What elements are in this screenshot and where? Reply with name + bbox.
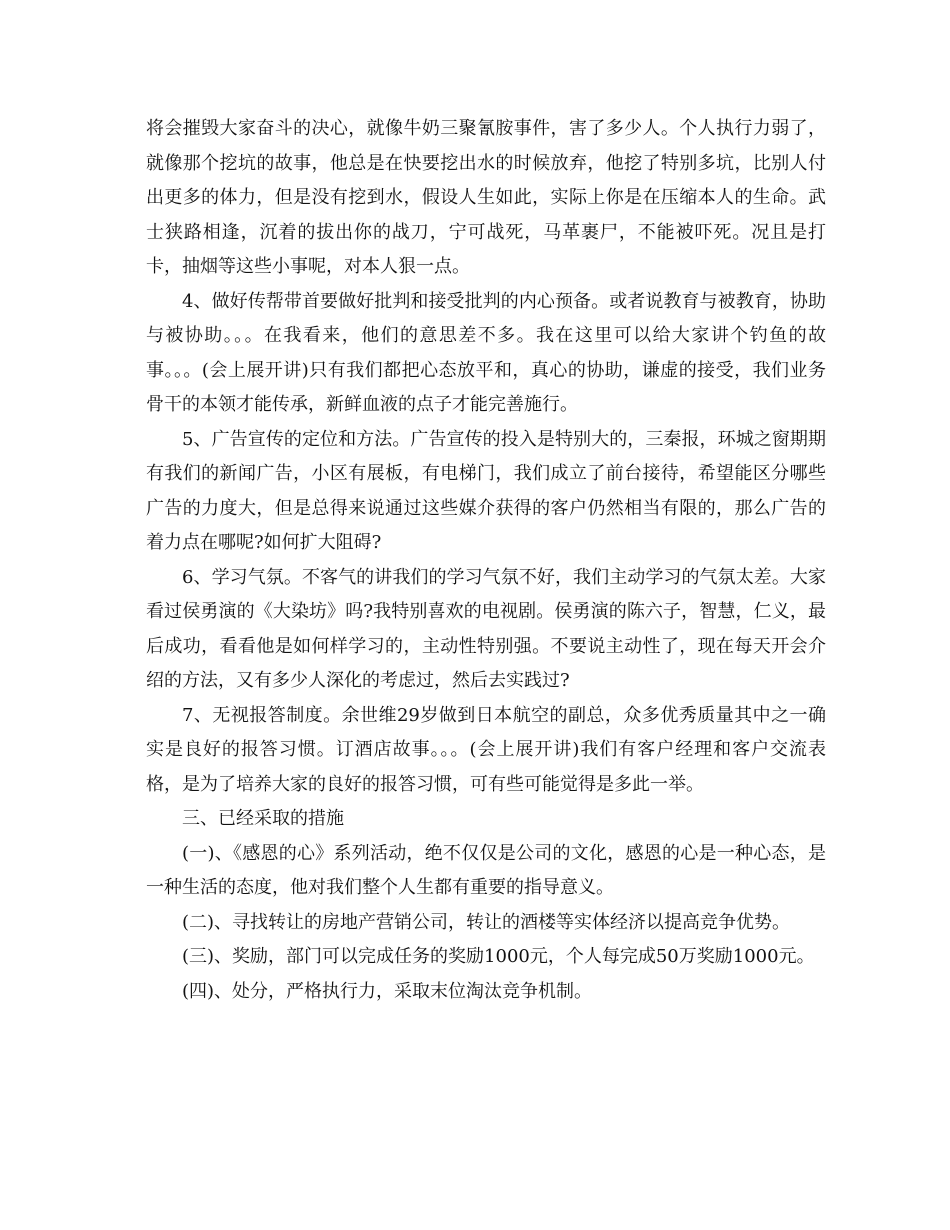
paragraph-item-5: 5、广告宣传的定位和方法。广告宣传的投入是特别大的，三秦报，环城之窗期期有我们的新闻广告，小区有展板，有电梯门，我们成立了前台接待，希望能区分哪些广告的力度大，但是总得来说通过这些媒介获得的客户仍然相当有限的，那么广告的着力点在哪呢?如何扩大阻碍? <box>146 428 826 553</box>
paragraph-item-4: 4、做好传帮带首要做好批判和接受批判的内心预备。或者说教育与被教育，协助与被协助。。。在我看来，他们的意思差不多。我在这里可以给大家讲个钓鱼的故事。。。(会上展开讲)只有我们都把心态放平和，真心的协助，谦虚的接受，我们业务骨干的本领才能传承，新鲜血液的点子才能完善施行。 <box>146 290 826 415</box>
paragraph-measure-3: (三)、奖励，部门可以完成任务的奖励1000元，个人每完成50万奖励1000元。 <box>182 946 815 967</box>
paragraph-measure-1: (一)、《感恩的心》系列活动，绝不仅仅是公司的文化，感恩的心是一种心态，是一种生活的态度，他对我们整个人生都有重要的指导意义。 <box>146 842 826 898</box>
section-heading-measures: 三、已经采取的措施 <box>182 808 344 829</box>
paragraph-item-6: 6、学习气氛。不客气的讲我们的学习气氛不好，我们主动学习的气氛太差。大家看过侯勇演的《大染坊》吗?我特别喜欢的电视剧。侯勇演的陈六子，智慧，仁义，最后成功，看看他是如何样学习的，主动性特别强。不要说主动性了，现在每天开会介绍的方法，又有多少人深化的考虑过，然后去实践过? <box>146 566 826 691</box>
paragraph-execution: 将会摧毁大家奋斗的决心，就像牛奶三聚氰胺事件，害了多少人。个人执行力弱了，就像那个挖坑的故事，他总是在快要挖出水的时候放弃，他挖了特别多坑，比别人付出更多的体力，但是没有挖到水，假设人生如此，实际上你是在压缩本人的生命。武士狭路相逢，沉着的拔出你的战刀，宁可战死，马革裹尸，不能被吓死。况且是打卡，抽烟等这些小事呢，对本人狠一点。 <box>146 118 826 277</box>
paragraph-measure-4: (四)、处分，严格执行力，采取末位淘汰竞争机制。 <box>182 980 593 1002</box>
document-page <box>146 112 826 1009</box>
paragraph-item-7: 7、无视报答制度。余世维29岁做到日本航空的副总，众多优秀质量其中之一确实是良好的报答习惯。订酒店故事。。。(会上展开讲)我们有客户经理和客户交流表格，是为了培养大家的良好的报答习惯，可有些可能觉得是多此一举。 <box>146 704 826 795</box>
paragraph-measure-2: (二)、寻找转让的房地产营销公司，转让的酒楼等实体经济以提高竞争优势。 <box>182 911 791 933</box>
